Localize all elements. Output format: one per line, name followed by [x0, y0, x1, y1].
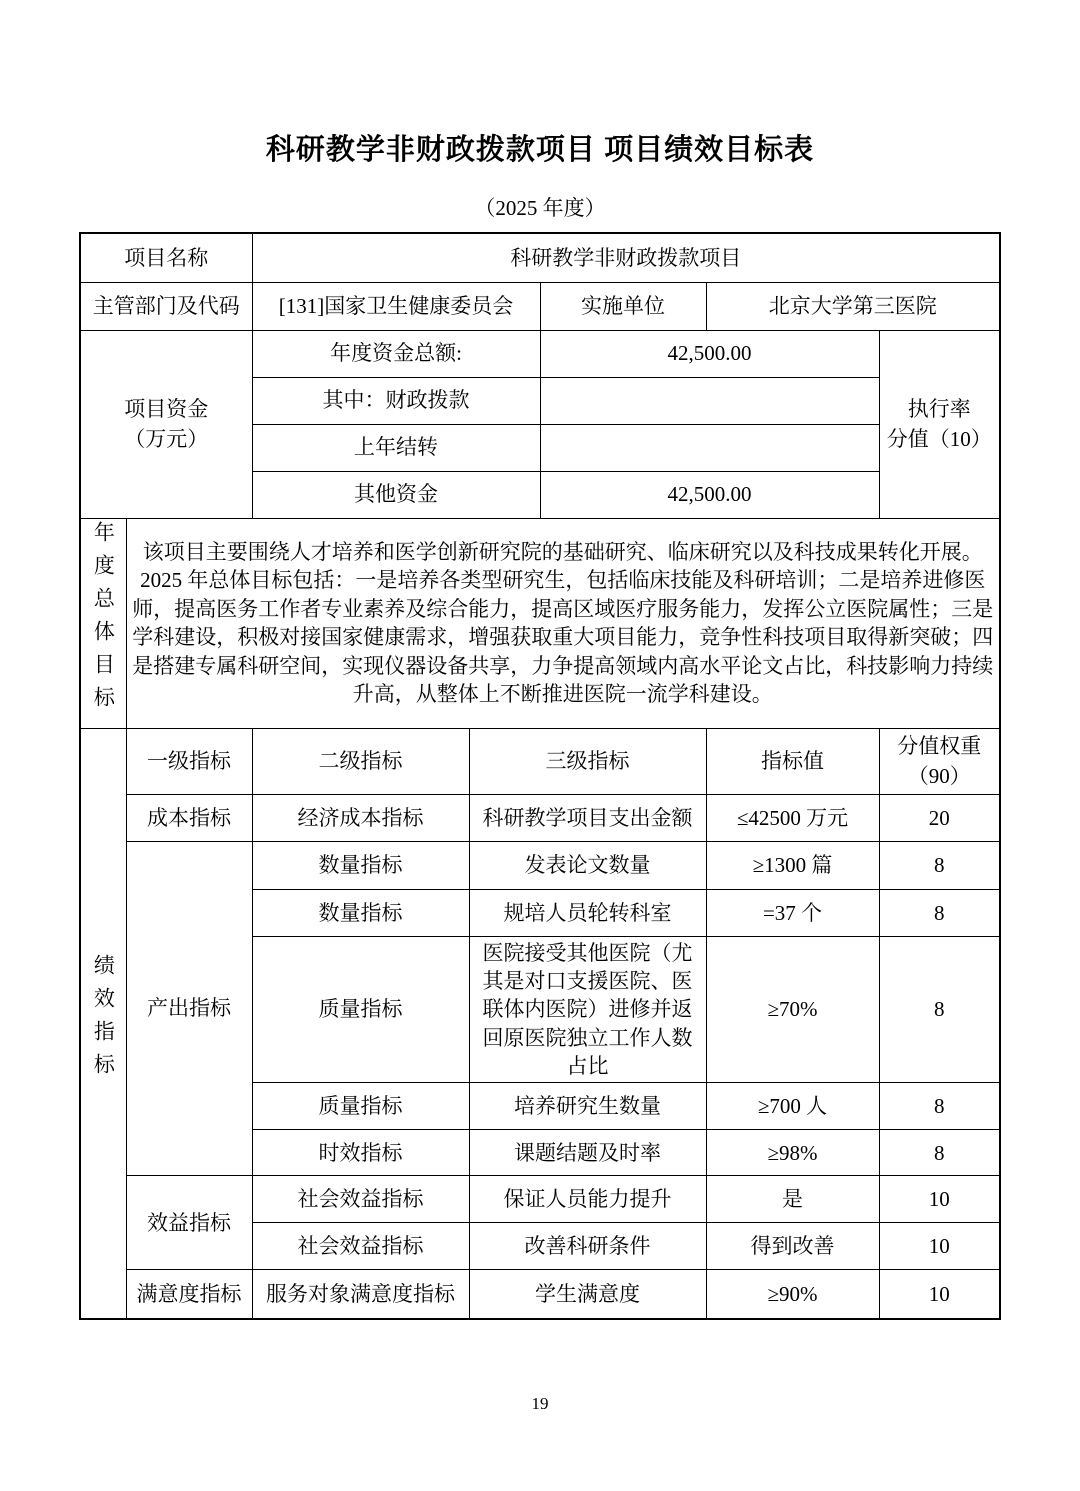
indicator-weight: 8 — [879, 841, 1000, 889]
funding-fiscal-value — [540, 377, 879, 424]
indicator-level3: 学生满意度 — [469, 1270, 706, 1319]
page-subtitle: （2025 年度） — [474, 196, 606, 220]
funding-other-value: 42,500.00 — [540, 471, 879, 518]
indicator-level2: 数量指标 — [252, 889, 469, 936]
indicator-weight: 8 — [879, 1130, 1000, 1176]
indicator-level2: 经济成本指标 — [252, 794, 469, 841]
funding-total-label: 年度资金总额: — [252, 330, 540, 377]
indicator-value: ≤42500 万元 — [706, 794, 879, 841]
indicator-level2: 质量指标 — [252, 936, 469, 1083]
header-weight-line2: （90） — [907, 764, 971, 789]
indicator-weight: 8 — [879, 936, 1000, 1083]
header-value: 指标值 — [706, 728, 879, 794]
dept-value: [131]国家卫生健康委员会 — [252, 282, 540, 330]
table-row — [80, 728, 1000, 794]
table-row — [80, 518, 1000, 728]
project-name-label: 项目名称 — [80, 233, 252, 282]
indicator-row — [80, 1270, 1000, 1319]
indicator-level3: 规培人员轮转科室 — [469, 889, 706, 936]
indicator-value: ≥70% — [706, 936, 879, 1083]
funding-carryover-value — [540, 424, 879, 471]
execution-rate-label — [879, 330, 1000, 518]
indicator-level3: 课题结题及时率 — [469, 1130, 706, 1176]
indicator-value: ≥98% — [706, 1130, 879, 1176]
indicator-level1: 效益指标 — [126, 1176, 252, 1270]
indicator-level3: 培养研究生数量 — [469, 1083, 706, 1130]
funding-section-label — [80, 330, 252, 518]
funding-label-line1: 项目资金 — [124, 396, 209, 421]
indicator-weight: 10 — [879, 1176, 1000, 1223]
indicator-value: ≥1300 篇 — [706, 841, 879, 889]
indicator-row — [80, 1176, 1000, 1223]
indicator-level3: 改善科研条件 — [469, 1223, 706, 1270]
indicator-level2: 社会效益指标 — [252, 1223, 469, 1270]
indicator-weight: 20 — [879, 794, 1000, 841]
indicator-level3: 科研教学项目支出金额 — [469, 794, 706, 841]
funding-carryover-label: 上年结转 — [252, 424, 540, 471]
indicator-value: ≥90% — [706, 1270, 879, 1319]
indicator-level2: 服务对象满意度指标 — [252, 1270, 469, 1319]
funding-total-value: 42,500.00 — [540, 330, 879, 377]
annual-goal-side-label: 年度总体目标 — [80, 518, 126, 728]
header-level1: 一级指标 — [126, 728, 252, 794]
table-row — [80, 330, 1000, 377]
project-name-value: 科研教学非财政拨款项目 — [252, 233, 1000, 282]
header-level3: 三级指标 — [469, 728, 706, 794]
indicator-row — [80, 794, 1000, 841]
dept-label: 主管部门及代码 — [80, 282, 252, 330]
indicator-level1: 满意度指标 — [126, 1270, 252, 1319]
header-weight-line1: 分值权重 — [897, 733, 982, 758]
indicator-level2: 质量指标 — [252, 1083, 469, 1130]
table-row — [80, 233, 1000, 282]
indicator-value: =37 个 — [706, 889, 879, 936]
indicator-weight: 8 — [879, 889, 1000, 936]
impl-unit-value: 北京大学第三医院 — [706, 282, 1000, 330]
header-level2: 二级指标 — [252, 728, 469, 794]
indicator-level3: 保证人员能力提升 — [469, 1176, 706, 1223]
indicator-value: ≥700 人 — [706, 1083, 879, 1130]
indicator-weight: 10 — [879, 1223, 1000, 1270]
annual-goal-text: 该项目主要围绕人才培养和医学创新研究院的基础研究、临床研究以及科技成果转化开展。2025 年总体目标包括：一是培养各类型研究生，包括临床技能及科研培训；二是培养进修医师，提高医务工作者专业素养及综合能力，提高区域医疗服务能力，发挥公立医院属性；三是学科建设，积极对接国家健康需求，增强获取重大项目能力，竞争性科技项目取得新突破；四是搭建专属科研空间，实现仪器设备共享，力争提高领域内高水平论文占比，科技影响力持续升高，从整体上不断推进医院一流学科建设。 — [126, 518, 1000, 728]
indicator-level2: 社会效益指标 — [252, 1176, 469, 1223]
indicator-level2: 数量指标 — [252, 841, 469, 889]
impl-unit-label: 实施单位 — [540, 282, 706, 330]
indicator-row — [80, 841, 1000, 889]
table-row — [80, 282, 1000, 330]
execution-rate-line2: 分值（10） — [886, 427, 992, 451]
indicator-level3: 医院接受其他医院（尤其是对口支援医院、医联体内医院）进修并返回原医院独立工作人数占比 — [469, 936, 706, 1083]
indicator-value: 是 — [706, 1176, 879, 1223]
funding-label-line2: （万元） — [124, 427, 209, 451]
funding-other-label: 其他资金 — [252, 471, 540, 518]
indicator-weight: 8 — [879, 1083, 1000, 1130]
funding-fiscal-label: 其中：财政拨款 — [252, 377, 540, 424]
execution-rate-line1: 执行率 — [907, 396, 971, 421]
indicator-level2: 时效指标 — [252, 1130, 469, 1176]
indicator-level3: 发表论文数量 — [469, 841, 706, 889]
indicator-weight: 10 — [879, 1270, 1000, 1319]
indicator-value: 得到改善 — [706, 1223, 879, 1270]
page-number: 19 — [531, 1394, 549, 1413]
performance-target-table — [79, 232, 1001, 1320]
indicators-side-label: 绩效指标 — [80, 728, 126, 1319]
indicator-level1: 成本指标 — [126, 794, 252, 841]
indicator-level1: 产出指标 — [126, 841, 252, 1176]
header-weight — [879, 728, 1000, 794]
page-title: 科研教学非财政拨款项目 项目绩效目标表 — [265, 134, 815, 166]
